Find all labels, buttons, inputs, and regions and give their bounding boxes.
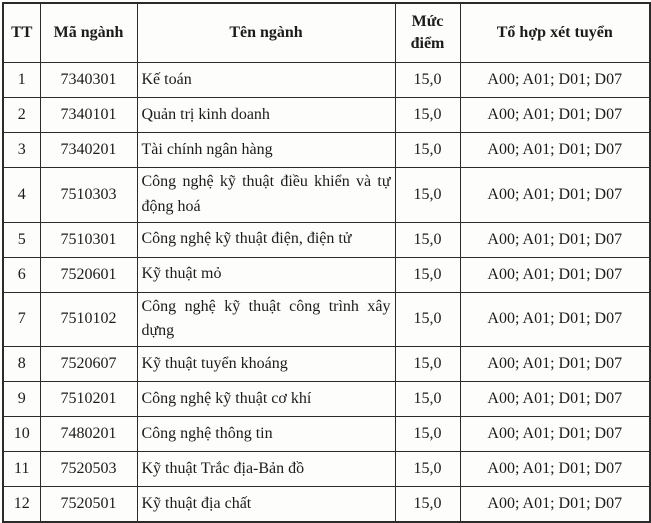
cell-score: 15,0 (395, 347, 460, 382)
cell-score: 15,0 (395, 168, 460, 223)
cell-name: Tài chính ngân hàng (137, 133, 395, 168)
table-row (3, 98, 650, 133)
cell-name: Kế toán (137, 63, 395, 98)
cell-name: Công nghệ kỹ thuật công trình xây dựng (137, 292, 395, 347)
table-row (3, 382, 650, 417)
cell-code: 7520601 (40, 257, 137, 292)
cell-combination: A00; A01; D01; D07 (460, 222, 650, 257)
cell-combination: A00; A01; D01; D07 (460, 452, 650, 487)
table-row (3, 452, 650, 487)
cell-code: 7480201 (40, 417, 137, 452)
cell-score: 15,0 (395, 63, 460, 98)
cell-combination: A00; A01; D01; D07 (460, 98, 650, 133)
cell-code: 7340201 (40, 133, 137, 168)
cell-code: 7340301 (40, 63, 137, 98)
cell-combination: A00; A01; D01; D07 (460, 257, 650, 292)
cell-combination: A00; A01; D01; D07 (460, 382, 650, 417)
cell-tt: 11 (3, 452, 40, 487)
cell-name: Kỹ thuật tuyển khoáng (137, 347, 395, 382)
cell-name: Công nghệ kỹ thuật điện, điện tử (137, 222, 395, 257)
table-body (3, 63, 650, 523)
table-row (3, 292, 650, 347)
table-row (3, 168, 650, 223)
cell-name: Công nghệ kỹ thuật điều khiển và tự động hoá (137, 168, 395, 223)
header-name: Tên ngành (137, 3, 395, 63)
table-row (3, 63, 650, 98)
cell-tt: 10 (3, 417, 40, 452)
cell-code: 7510301 (40, 222, 137, 257)
table-row (3, 487, 650, 523)
cell-score: 15,0 (395, 133, 460, 168)
cell-tt: 9 (3, 382, 40, 417)
cell-tt: 7 (3, 292, 40, 347)
cell-code: 7520503 (40, 452, 137, 487)
cell-code: 7510303 (40, 168, 137, 223)
cell-name: Công nghệ thông tin (137, 417, 395, 452)
table-row (3, 417, 650, 452)
cell-code: 7510201 (40, 382, 137, 417)
cell-tt: 2 (3, 98, 40, 133)
cell-name: Công nghệ kỹ thuật cơ khí (137, 382, 395, 417)
cell-code: 7520501 (40, 487, 137, 523)
cell-tt: 3 (3, 133, 40, 168)
cell-score: 15,0 (395, 222, 460, 257)
cell-name: Quản trị kinh doanh (137, 98, 395, 133)
cell-score: 15,0 (395, 382, 460, 417)
header-tt: TT (3, 3, 40, 63)
admission-table (2, 2, 651, 523)
header-score: Mức điểm (395, 3, 460, 63)
cell-score: 15,0 (395, 257, 460, 292)
table-row (3, 347, 650, 382)
cell-score: 15,0 (395, 98, 460, 133)
cell-combination: A00; A01; D01; D07 (460, 417, 650, 452)
table-row (3, 257, 650, 292)
cell-score: 15,0 (395, 487, 460, 523)
table-row (3, 133, 650, 168)
cell-score: 15,0 (395, 292, 460, 347)
cell-score: 15,0 (395, 452, 460, 487)
header-code: Mã ngành (40, 3, 137, 63)
header-row (3, 3, 650, 63)
cell-name: Kỹ thuật Trắc địa-Bản đồ (137, 452, 395, 487)
cell-score: 15,0 (395, 417, 460, 452)
cell-combination: A00; A01; D01; D07 (460, 168, 650, 223)
admission-table-container (2, 2, 649, 523)
cell-combination: A00; A01; D01; D07 (460, 63, 650, 98)
cell-tt: 1 (3, 63, 40, 98)
cell-combination: A00; A01; D01; D07 (460, 487, 650, 523)
cell-tt: 5 (3, 222, 40, 257)
cell-code: 7510102 (40, 292, 137, 347)
cell-tt: 6 (3, 257, 40, 292)
cell-tt: 8 (3, 347, 40, 382)
cell-tt: 12 (3, 487, 40, 523)
cell-name: Kỹ thuật mỏ (137, 257, 395, 292)
cell-name: Kỹ thuật địa chất (137, 487, 395, 523)
cell-code: 7520607 (40, 347, 137, 382)
table-row (3, 222, 650, 257)
cell-tt: 4 (3, 168, 40, 223)
cell-combination: A00; A01; D01; D07 (460, 133, 650, 168)
cell-combination: A00; A01; D01; D07 (460, 347, 650, 382)
cell-combination: A00; A01; D01; D07 (460, 292, 650, 347)
cell-code: 7340101 (40, 98, 137, 133)
header-combination: Tổ hợp xét tuyển (460, 3, 650, 63)
